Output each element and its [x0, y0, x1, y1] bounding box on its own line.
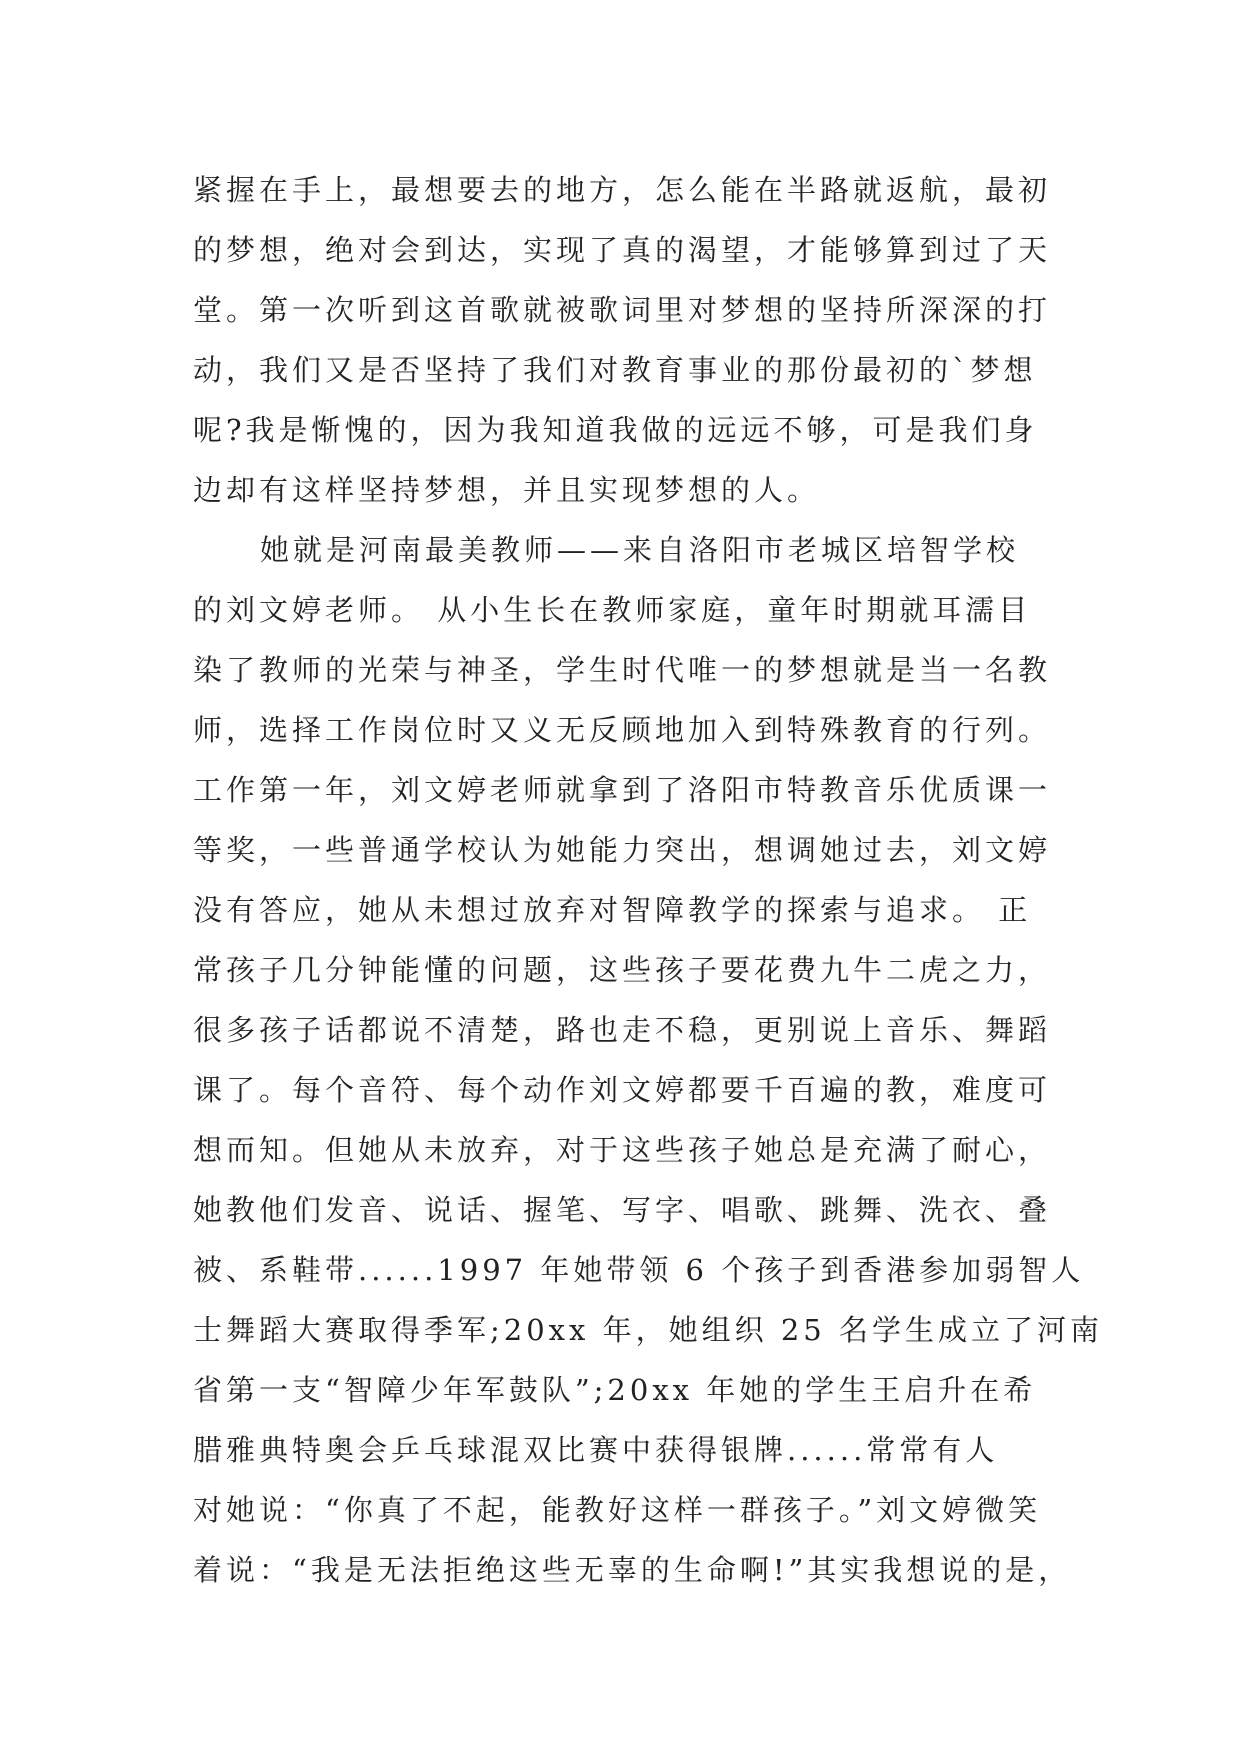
text-line: 的梦想，绝对会到达，实现了真的渴望，才能够算到过了天 [193, 233, 1052, 267]
text-line: 腊雅典特奥会乒乓球混双比赛中获得银牌......常常有人 [193, 1433, 999, 1467]
text-line: 堂。第一次听到这首歌就被歌词里对梦想的坚持所深深的打 [193, 293, 1052, 327]
text-line: 她教他们发音、说话、握笔、写字、唱歌、跳舞、洗衣、叠 [193, 1193, 1052, 1227]
text-line: 等奖，一些普通学校认为她能力突出，想调她过去，刘文婷 [193, 833, 1052, 867]
paragraph-first-line: 她就是河南最美教师——来自洛阳市老城区培智学校 [260, 533, 1020, 567]
text-line: 没有答应，她从未想过放弃对智障教学的探索与追求。 正 [193, 893, 1032, 927]
text-line: 呢?我是惭愧的，因为我知道我做的远远不够，可是我们身 [193, 413, 1038, 447]
body-text [193, 160, 1103, 1600]
text-line: 常孩子几分钟能懂的问题，这些孩子要花费九牛二虎之力， [193, 953, 1052, 987]
text-line: 士舞蹈大赛取得季军;20xx 年，她组织 25 名学生成立了河南 [193, 1313, 1103, 1347]
text-line: 紧握在手上，最想要去的地方，怎么能在半路就返航，最初 [193, 173, 1052, 207]
text-line: 很多孩子话都说不清楚，路也走不稳，更别说上音乐、舞蹈 [193, 1013, 1052, 1047]
text-line: 着说：“我是无法拒绝这些无辜的生命啊!”其实我想说的是， [193, 1553, 1072, 1587]
text-line: 动，我们又是否坚持了我们对教育事业的那份最初的`梦想 [193, 353, 1037, 387]
text-line: 被、系鞋带......1997 年她带领 6 个孩子到香港参加弱智人 [193, 1253, 1085, 1287]
text-line: 工作第一年，刘文婷老师就拿到了洛阳市特教音乐优质课一 [193, 773, 1052, 807]
text-line: 的刘文婷老师。 从小生长在教师家庭，童年时期就耳濡目 [193, 593, 1032, 627]
text-line: 想而知。但她从未放弃，对于这些孩子她总是充满了耐心， [193, 1133, 1052, 1167]
text-line: 课了。每个音符、每个动作刘文婷都要千百遍的教，难度可 [193, 1073, 1052, 1107]
text-line: 染了教师的光荣与神圣，学生时代唯一的梦想就是当一名教 [193, 653, 1052, 687]
text-line: 省第一支“智障少年军鼓队”;20xx 年她的学生王启升在希 [193, 1373, 1037, 1407]
text-line: 边却有这样坚持梦想，并且实现梦想的人。 [193, 473, 821, 507]
text-line: 对她说：“你真了不起，能教好这样一群孩子。”刘文婷微笑 [193, 1493, 1042, 1527]
text-line: 师，选择工作岗位时又义无反顾地加入到特殊教育的行列。 [193, 713, 1052, 747]
